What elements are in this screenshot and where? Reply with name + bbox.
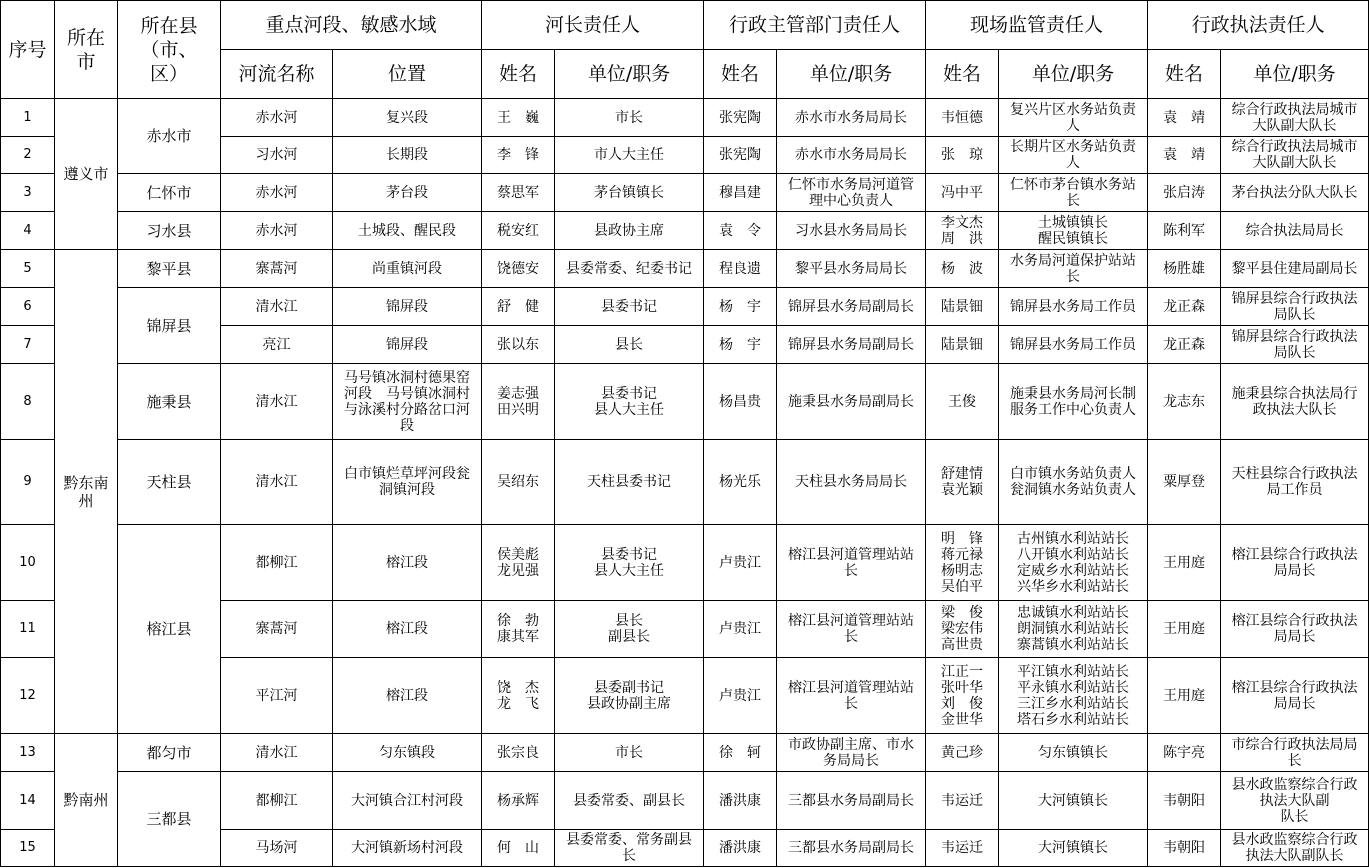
enforce-unit-cell: 县水政监察综合行政 执法大队副队长	[1221, 830, 1369, 867]
admin-unit-cell: 天柱县水务局局长	[777, 440, 926, 525]
site-unit-cell: 匀东镇镇长	[999, 734, 1148, 772]
river-chief-name-cell: 杨承辉	[482, 772, 555, 830]
header-river-name: 河流名称	[221, 50, 333, 99]
site-name-cell: 李文杰 周 洪	[926, 212, 999, 250]
location-cell: 长期段	[333, 137, 482, 174]
table-row	[1, 288, 1369, 326]
river-chief-name-cell: 徐 勃 康其军	[482, 601, 555, 658]
site-unit-cell: 平江镇水利站站长 平永镇水利站站长 三江乡水利站站长 塔石乡水利站站长	[999, 658, 1148, 734]
site-unit-cell: 长期片区水务站负责 人	[999, 137, 1148, 174]
enforce-unit-cell: 综合行政执法局城市 大队副大队长	[1221, 137, 1369, 174]
river-chief-name-cell: 王 巍	[482, 99, 555, 137]
location-cell: 白市镇烂草坪河段瓮 洞镇河段	[333, 440, 482, 525]
river-name-cell: 赤水河	[221, 99, 333, 137]
enforce-name-cell: 袁 靖	[1148, 137, 1221, 174]
site-name-cell: 韦运迁	[926, 772, 999, 830]
admin-unit-cell: 市政协副主席、市水 务局局长	[777, 734, 926, 772]
enforce-name-cell: 王用庭	[1148, 658, 1221, 734]
site-unit-cell: 大河镇镇长	[999, 830, 1148, 867]
header-rc-name: 姓名	[482, 50, 555, 99]
admin-name-cell: 卢贵江	[704, 525, 777, 601]
enforce-unit-cell: 天柱县综合行政执法 局工作员	[1221, 440, 1369, 525]
river-chief-name-cell: 吴绍东	[482, 440, 555, 525]
county-cell: 习水县	[118, 212, 221, 250]
seq-cell: 2	[1, 137, 55, 174]
table-body	[1, 99, 1369, 867]
county-cell: 三都县	[118, 772, 221, 867]
river-chief-unit-cell: 县委副书记 县政协副主席	[555, 658, 704, 734]
location-cell: 榕江段	[333, 525, 482, 601]
location-cell: 榕江段	[333, 601, 482, 658]
river-chief-name-cell: 舒 健	[482, 288, 555, 326]
admin-name-cell: 卢贵江	[704, 601, 777, 658]
location-cell: 锦屏段	[333, 326, 482, 364]
header-row-1	[1, 1, 1369, 50]
site-unit-cell: 复兴片区水务站负责 人	[999, 99, 1148, 137]
river-name-cell: 马场河	[221, 830, 333, 867]
enforce-name-cell: 袁 靖	[1148, 99, 1221, 137]
admin-unit-cell: 仁怀市水务局河道管 理中心负责人	[777, 174, 926, 212]
site-unit-cell: 锦屏县水务局工作员	[999, 326, 1148, 364]
enforce-unit-cell: 黎平县住建局副局长	[1221, 250, 1369, 288]
enforce-unit-cell: 榕江县综合行政执法 局局长	[1221, 525, 1369, 601]
river-chief-name-cell: 蔡思军	[482, 174, 555, 212]
table-row	[1, 212, 1369, 250]
seq-cell: 4	[1, 212, 55, 250]
header-county: 所在县 （市、 区）	[118, 1, 221, 99]
county-cell: 锦屏县	[118, 288, 221, 364]
admin-name-cell: 杨昌贵	[704, 364, 777, 440]
seq-cell: 11	[1, 601, 55, 658]
river-chief-unit-cell: 县委书记 县人大主任	[555, 364, 704, 440]
enforce-unit-cell: 榕江县综合行政执法 局局长	[1221, 658, 1369, 734]
site-name-cell: 韦恒德	[926, 99, 999, 137]
enforce-name-cell: 王用庭	[1148, 601, 1221, 658]
river-name-cell: 寨蒿河	[221, 601, 333, 658]
seq-cell: 10	[1, 525, 55, 601]
admin-unit-cell: 榕江县河道管理站站 长	[777, 525, 926, 601]
site-name-cell: 陆景钿	[926, 326, 999, 364]
site-name-cell: 江正一 张叶华 刘 俊 金世华	[926, 658, 999, 734]
city-cell: 遵义市	[55, 99, 118, 250]
admin-unit-cell: 榕江县河道管理站站 长	[777, 601, 926, 658]
seq-cell: 13	[1, 734, 55, 772]
seq-cell: 1	[1, 99, 55, 137]
header-enforce: 行政执法责任人	[1148, 1, 1369, 50]
admin-unit-cell: 习水县水务局局长	[777, 212, 926, 250]
river-chief-unit-cell: 县委常委、副县长	[555, 772, 704, 830]
admin-name-cell: 程良遗	[704, 250, 777, 288]
site-unit-cell: 仁怀市茅台镇水务站 长	[999, 174, 1148, 212]
header-sv-unit: 单位/职务	[999, 50, 1148, 99]
header-water: 重点河段、敏感水域	[221, 1, 482, 50]
city-cell: 黔东南 州	[55, 250, 118, 734]
river-chief-unit-cell: 茅台镇镇长	[555, 174, 704, 212]
site-name-cell: 陆景钿	[926, 288, 999, 326]
header-ad-unit: 单位/职务	[777, 50, 926, 99]
location-cell: 大河镇新场村河段	[333, 830, 482, 867]
header-ad-name: 姓名	[704, 50, 777, 99]
admin-unit-cell: 三都县水务局副局长	[777, 830, 926, 867]
county-cell: 施秉县	[118, 364, 221, 440]
river-chief-unit-cell: 天柱县委书记	[555, 440, 704, 525]
seq-cell: 15	[1, 830, 55, 867]
location-cell: 匀东镇段	[333, 734, 482, 772]
river-chief-name-cell: 李 锋	[482, 137, 555, 174]
river-name-cell: 都柳江	[221, 525, 333, 601]
header-en-unit: 单位/职务	[1221, 50, 1369, 99]
location-cell: 榕江段	[333, 658, 482, 734]
site-unit-cell: 古州镇水利站站长 八开镇水利站站长 定威乡水利站站长 兴华乡水利站站长	[999, 525, 1148, 601]
admin-unit-cell: 赤水市水务局局长	[777, 99, 926, 137]
river-chief-name-cell: 张以东	[482, 326, 555, 364]
enforce-unit-cell: 综合行政执法局城市 大队副大队长	[1221, 99, 1369, 137]
admin-unit-cell: 黎平县水务局局长	[777, 250, 926, 288]
admin-unit-cell: 赤水市水务局局长	[777, 137, 926, 174]
table-row	[1, 364, 1369, 440]
river-chief-unit-cell: 县委常委、常务副县 长	[555, 830, 704, 867]
admin-unit-cell: 三都县水务局副局长	[777, 772, 926, 830]
river-name-cell: 清水江	[221, 364, 333, 440]
location-cell: 锦屏段	[333, 288, 482, 326]
header-admin: 行政主管部门责任人	[704, 1, 926, 50]
location-cell: 大河镇合江村河段	[333, 772, 482, 830]
location-cell: 尚重镇河段	[333, 250, 482, 288]
table-row	[1, 250, 1369, 288]
river-name-cell: 亮江	[221, 326, 333, 364]
admin-name-cell: 张宪陶	[704, 99, 777, 137]
enforce-name-cell: 韦朝阳	[1148, 830, 1221, 867]
table-row	[1, 772, 1369, 830]
county-cell: 榕江县	[118, 525, 221, 734]
county-cell: 黎平县	[118, 250, 221, 288]
river-chief-unit-cell: 县长	[555, 326, 704, 364]
site-unit-cell: 白市镇水务站负责人 瓮洞镇水务站负责人	[999, 440, 1148, 525]
admin-name-cell: 潘洪康	[704, 830, 777, 867]
site-name-cell: 韦运迁	[926, 830, 999, 867]
table-row	[1, 440, 1369, 525]
river-chief-unit-cell: 县长 副县长	[555, 601, 704, 658]
seq-cell: 6	[1, 288, 55, 326]
river-chief-unit-cell: 县委书记 县人大主任	[555, 525, 704, 601]
site-name-cell: 黄己珍	[926, 734, 999, 772]
site-name-cell: 舒建情 袁光颖	[926, 440, 999, 525]
enforce-unit-cell: 施秉县综合执法局行 政执法大队长	[1221, 364, 1369, 440]
header-river-chief: 河长责任人	[482, 1, 704, 50]
seq-cell: 9	[1, 440, 55, 525]
header-seq: 序号	[1, 1, 55, 99]
site-unit-cell: 忠诚镇水利站站长 朗洞镇水利站站长 寨蒿镇水利站站长	[999, 601, 1148, 658]
site-unit-cell: 大河镇镇长	[999, 772, 1148, 830]
river-name-cell: 习水河	[221, 137, 333, 174]
location-cell: 马号镇冰洞村德果窑 河段 马号镇冰洞村 与泳溪村分路岔口河 段	[333, 364, 482, 440]
river-chief-unit-cell: 县委常委、纪委书记	[555, 250, 704, 288]
site-unit-cell: 土城镇镇长 醒民镇镇长	[999, 212, 1148, 250]
enforce-name-cell: 王用庭	[1148, 525, 1221, 601]
header-site: 现场监管责任人	[926, 1, 1148, 50]
river-chief-name-cell: 饶 杰 龙 飞	[482, 658, 555, 734]
site-name-cell: 梁 俊 梁宏伟 高世贵	[926, 601, 999, 658]
seq-cell: 7	[1, 326, 55, 364]
enforce-name-cell: 龙正森	[1148, 288, 1221, 326]
river-name-cell: 都柳江	[221, 772, 333, 830]
enforce-unit-cell: 市综合行政执法局局 长	[1221, 734, 1369, 772]
river-chief-name-cell: 税安红	[482, 212, 555, 250]
river-name-cell: 清水江	[221, 734, 333, 772]
admin-name-cell: 穆昌建	[704, 174, 777, 212]
enforce-name-cell: 粟厚登	[1148, 440, 1221, 525]
river-chief-name-cell: 饶德安	[482, 250, 555, 288]
seq-cell: 3	[1, 174, 55, 212]
enforce-name-cell: 龙正森	[1148, 326, 1221, 364]
seq-cell: 5	[1, 250, 55, 288]
site-unit-cell: 锦屏县水务局工作员	[999, 288, 1148, 326]
site-name-cell: 明 锋 蒋元禄 杨明志 吴伯平	[926, 525, 999, 601]
site-name-cell: 王俊	[926, 364, 999, 440]
river-chief-unit-cell: 市长	[555, 734, 704, 772]
enforce-name-cell: 陈利军	[1148, 212, 1221, 250]
enforce-unit-cell: 茅台执法分队大队长	[1221, 174, 1369, 212]
county-cell: 仁怀市	[118, 174, 221, 212]
admin-unit-cell: 锦屏县水务局副局长	[777, 326, 926, 364]
admin-name-cell: 杨光乐	[704, 440, 777, 525]
enforce-name-cell: 杨胜雄	[1148, 250, 1221, 288]
site-unit-cell: 水务局河道保护站站 长	[999, 250, 1148, 288]
river-name-cell: 清水江	[221, 440, 333, 525]
county-cell: 天柱县	[118, 440, 221, 525]
location-cell: 土城段、醒民段	[333, 212, 482, 250]
location-cell: 茅台段	[333, 174, 482, 212]
admin-name-cell: 潘洪康	[704, 772, 777, 830]
table-row	[1, 525, 1369, 601]
enforce-unit-cell: 综合执法局局长	[1221, 212, 1369, 250]
enforce-unit-cell: 锦屏县综合行政执法 局队长	[1221, 326, 1369, 364]
enforce-unit-cell: 榕江县综合行政执法 局局长	[1221, 601, 1369, 658]
river-name-cell: 赤水河	[221, 212, 333, 250]
admin-name-cell: 张宪陶	[704, 137, 777, 174]
admin-name-cell: 杨 宇	[704, 288, 777, 326]
river-chief-name-cell: 侯美彪 龙见强	[482, 525, 555, 601]
enforce-unit-cell: 县水政监察综合行政 执法大队副 队长	[1221, 772, 1369, 830]
admin-name-cell: 卢贵江	[704, 658, 777, 734]
table-row	[1, 174, 1369, 212]
admin-unit-cell: 榕江县河道管理站站 长	[777, 658, 926, 734]
enforce-name-cell: 韦朝阳	[1148, 772, 1221, 830]
river-chief-unit-cell: 市人大主任	[555, 137, 704, 174]
site-name-cell: 杨 波	[926, 250, 999, 288]
city-cell: 黔南州	[55, 734, 118, 867]
admin-unit-cell: 施秉县水务局副局长	[777, 364, 926, 440]
river-chief-unit-cell: 市长	[555, 99, 704, 137]
seq-cell: 12	[1, 658, 55, 734]
river-name-cell: 赤水河	[221, 174, 333, 212]
admin-name-cell: 杨 宇	[704, 326, 777, 364]
river-name-cell: 清水江	[221, 288, 333, 326]
river-name-cell: 平江河	[221, 658, 333, 734]
seq-cell: 14	[1, 772, 55, 830]
river-name-cell: 寨蒿河	[221, 250, 333, 288]
header-sv-name: 姓名	[926, 50, 999, 99]
river-chief-name-cell: 何 山	[482, 830, 555, 867]
river-chief-unit-cell: 县委书记	[555, 288, 704, 326]
site-name-cell: 张 琼	[926, 137, 999, 174]
site-name-cell: 冯中平	[926, 174, 999, 212]
table-row	[1, 734, 1369, 772]
admin-name-cell: 徐 轲	[704, 734, 777, 772]
county-cell: 都匀市	[118, 734, 221, 772]
enforce-name-cell: 陈宇亮	[1148, 734, 1221, 772]
river-chief-name-cell: 张宗良	[482, 734, 555, 772]
admin-unit-cell: 锦屏县水务局副局长	[777, 288, 926, 326]
site-unit-cell: 施秉县水务局河长制 服务工作中心负责人	[999, 364, 1148, 440]
river-chief-unit-cell: 县政协主席	[555, 212, 704, 250]
enforce-unit-cell: 锦屏县综合行政执法 局队长	[1221, 288, 1369, 326]
location-cell: 复兴段	[333, 99, 482, 137]
admin-name-cell: 袁 令	[704, 212, 777, 250]
table-row	[1, 99, 1369, 137]
enforce-name-cell: 龙志东	[1148, 364, 1221, 440]
header-rc-unit: 单位/职务	[555, 50, 704, 99]
enforce-name-cell: 张启涛	[1148, 174, 1221, 212]
header-city: 所在 市	[55, 1, 118, 99]
seq-cell: 8	[1, 364, 55, 440]
header-en-name: 姓名	[1148, 50, 1221, 99]
header-location: 位置	[333, 50, 482, 99]
river-chief-name-cell: 姜志强 田兴明	[482, 364, 555, 440]
county-cell: 赤水市	[118, 99, 221, 174]
